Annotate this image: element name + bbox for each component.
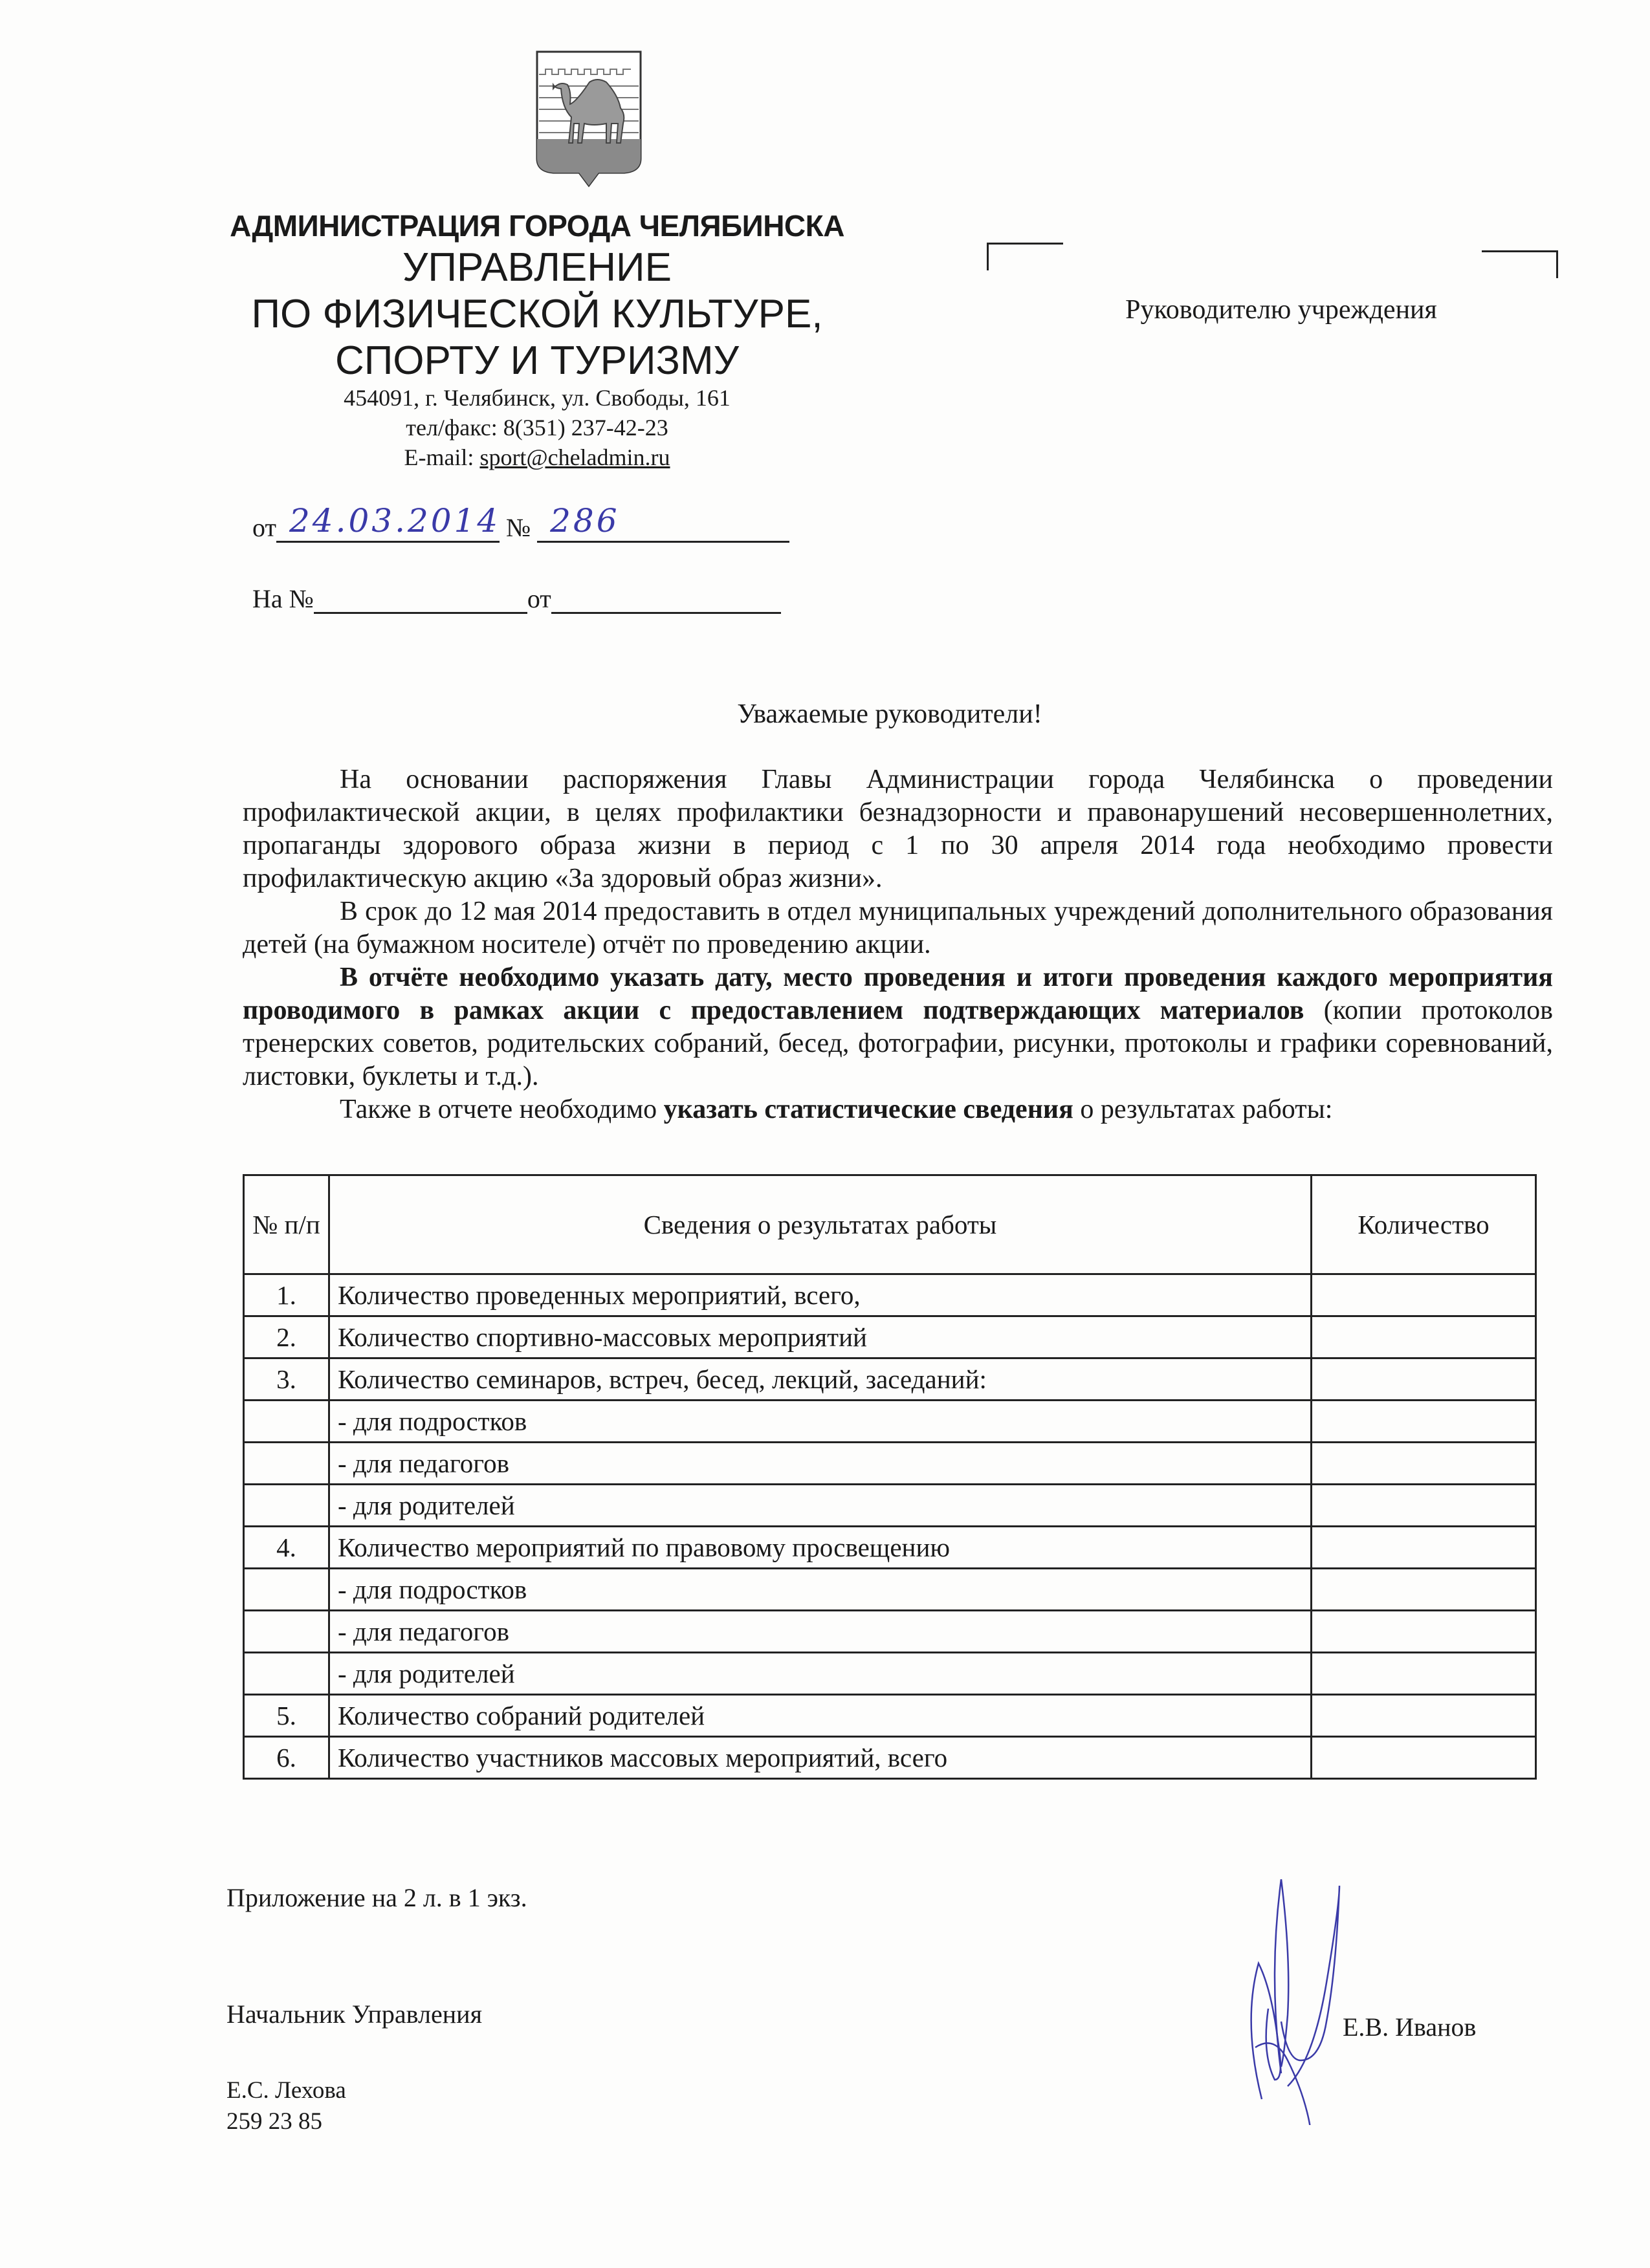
row-description: - для родителей: [329, 1653, 1312, 1695]
date-label: от: [252, 513, 276, 542]
statistics-table: [243, 1174, 1537, 1780]
attachment-note: Приложение на 2 л. в 1 экз.: [226, 1883, 527, 1912]
reply-date-field[interactable]: [551, 582, 781, 614]
table-body: [244, 1274, 1536, 1779]
number-label: №: [505, 513, 531, 542]
header-description: Сведения о результатах работы: [329, 1175, 1312, 1274]
row-number: [244, 1485, 329, 1527]
recipient: Руководителю учреждения: [1125, 295, 1437, 325]
handwritten-number: 286: [550, 502, 620, 540]
row-number: 4.: [244, 1527, 329, 1569]
reply-date-label: от: [527, 584, 551, 613]
letterhead-phone: тел/факс: 8(351) 237-42-23: [406, 415, 668, 441]
signatory-position: Начальник Управления: [226, 2000, 482, 2029]
row-quantity-cell[interactable]: [1312, 1485, 1536, 1527]
row-description: Количество спортивно-массовых мероприятий: [329, 1316, 1312, 1358]
row-quantity-cell[interactable]: [1312, 1274, 1536, 1316]
date-field[interactable]: [276, 502, 501, 543]
row-quantity-cell[interactable]: [1312, 1527, 1536, 1569]
letterhead-dept-line-2: ПО ФИЗИЧЕСКОЙ КУЛЬТУРЕ,: [251, 292, 823, 336]
row-number: 1.: [244, 1274, 329, 1316]
row-number: 6.: [244, 1737, 329, 1779]
reply-number-label: На №: [252, 584, 314, 613]
reply-number-field[interactable]: [314, 582, 527, 614]
paragraph-4: [243, 1093, 1553, 1126]
row-number: 2.: [244, 1316, 329, 1358]
paragraph-2: В срок до 12 мая 2014 предоставить в отдел муниципальных учреждений дополнительного образования детей (на бумажном носителе) отчёт по проведению акции.: [243, 897, 1553, 959]
row-number: [244, 1653, 329, 1695]
address-corner-left: [987, 243, 1063, 270]
row-quantity-cell[interactable]: [1312, 1695, 1536, 1737]
outgoing-registration: [252, 502, 789, 543]
row-description: - для родителей: [329, 1485, 1312, 1527]
row-number: [244, 1569, 329, 1611]
table-row: [244, 1653, 1536, 1695]
row-description: Количество мероприятий по правовому просвещению: [329, 1527, 1312, 1569]
row-quantity-cell[interactable]: [1312, 1737, 1536, 1779]
header-quantity: Количество: [1312, 1175, 1536, 1274]
row-quantity-cell[interactable]: [1312, 1401, 1536, 1443]
incoming-reference: [252, 582, 781, 614]
number-field[interactable]: [537, 502, 789, 543]
executor-name: Е.С. Лехова: [226, 2077, 346, 2104]
row-description: Количество проведенных мероприятий, всего,: [329, 1274, 1312, 1316]
signature-icon: [1242, 1879, 1372, 2125]
paragraph-4-bold: указать статистические сведения: [663, 1095, 1073, 1124]
letterhead-address: 454091, г. Челябинск, ул. Свободы, 161: [344, 385, 731, 411]
letter-body: [243, 763, 1553, 1126]
row-quantity-cell[interactable]: [1312, 1316, 1536, 1358]
row-number: 3.: [244, 1358, 329, 1401]
row-number: [244, 1443, 329, 1485]
table-header-row: [244, 1175, 1536, 1274]
paragraph-3-bold: В отчёте необходимо указать дату, место проведения и итоги проведения каждого мероприятия проводимого в рамках акции с предоставлением подтверждающих материалов: [243, 963, 1553, 1025]
table-row: [244, 1401, 1536, 1443]
greeting: Уважаемые руководители!: [737, 699, 1042, 729]
table-row: [244, 1316, 1536, 1358]
row-quantity-cell[interactable]: [1312, 1653, 1536, 1695]
table-row: [244, 1611, 1536, 1653]
paragraph-4-start: Также в отчете необходимо: [340, 1095, 664, 1124]
header-number: № п/п: [244, 1175, 329, 1274]
letterhead-email-line: [214, 442, 861, 472]
email-link[interactable]: sport@cheladmin.ru: [479, 444, 670, 470]
executor-phone: 259 23 85: [226, 2108, 322, 2135]
table-row: [244, 1358, 1536, 1401]
paragraph-4-end: о результатах работы:: [1073, 1095, 1333, 1124]
letterhead-dept-line-3: СПОРТУ И ТУРИЗМУ: [335, 338, 740, 383]
paragraph-1: На основании распоряжения Главы Администрации города Челябинска о проведении профилактической акции, в целях профилактики безнадзорности и правонарушений несовершеннолетних, пропаганды здорового образа жизни в период с 1 по 30 апреля 2014 года необходимо провести профилактическую акцию «За здоровый образ жизни».: [243, 765, 1553, 893]
table-row: [244, 1485, 1536, 1527]
table-row: [244, 1274, 1536, 1316]
coat-of-arms-icon: [534, 49, 644, 188]
row-description: - для подростков: [329, 1569, 1312, 1611]
row-description: - для подростков: [329, 1401, 1312, 1443]
letterhead-dept-line-1: УПРАВЛЕНИЕ: [402, 245, 672, 290]
row-quantity-cell[interactable]: [1312, 1443, 1536, 1485]
email-label: E-mail:: [404, 444, 480, 470]
row-number: [244, 1611, 329, 1653]
row-quantity-cell[interactable]: [1312, 1358, 1536, 1401]
signatory-name: Е.В. Иванов: [1343, 2012, 1477, 2042]
row-number: 5.: [244, 1695, 329, 1737]
handwritten-date: 24.03.2014: [289, 502, 501, 540]
paragraph-3: [243, 961, 1553, 1093]
row-description: - для педагогов: [329, 1611, 1312, 1653]
paragraph-3-rest: (копии протоколов тренерских советов, родительских собраний, бесед, фотографии, рисунки, протоколы и графики соревнований, листовки, буклеты и т.д.).: [243, 996, 1554, 1091]
letterhead-admin: АДМИНИСТРАЦИЯ ГОРОДА ЧЕЛЯБИНСКА: [230, 209, 844, 243]
table-row: [244, 1527, 1536, 1569]
row-description: Количество семинаров, встреч, бесед, лекций, заседаний:: [329, 1358, 1312, 1401]
table-row: [244, 1569, 1536, 1611]
row-number: [244, 1401, 329, 1443]
table-row: [244, 1695, 1536, 1737]
address-corner-right: [1482, 250, 1558, 278]
row-description: Количество собраний родителей: [329, 1695, 1312, 1737]
row-description: - для педагогов: [329, 1443, 1312, 1485]
row-quantity-cell[interactable]: [1312, 1611, 1536, 1653]
table-row: [244, 1737, 1536, 1779]
row-description: Количество участников массовых мероприятий, всего: [329, 1737, 1312, 1779]
row-quantity-cell[interactable]: [1312, 1569, 1536, 1611]
table-row: [244, 1443, 1536, 1485]
